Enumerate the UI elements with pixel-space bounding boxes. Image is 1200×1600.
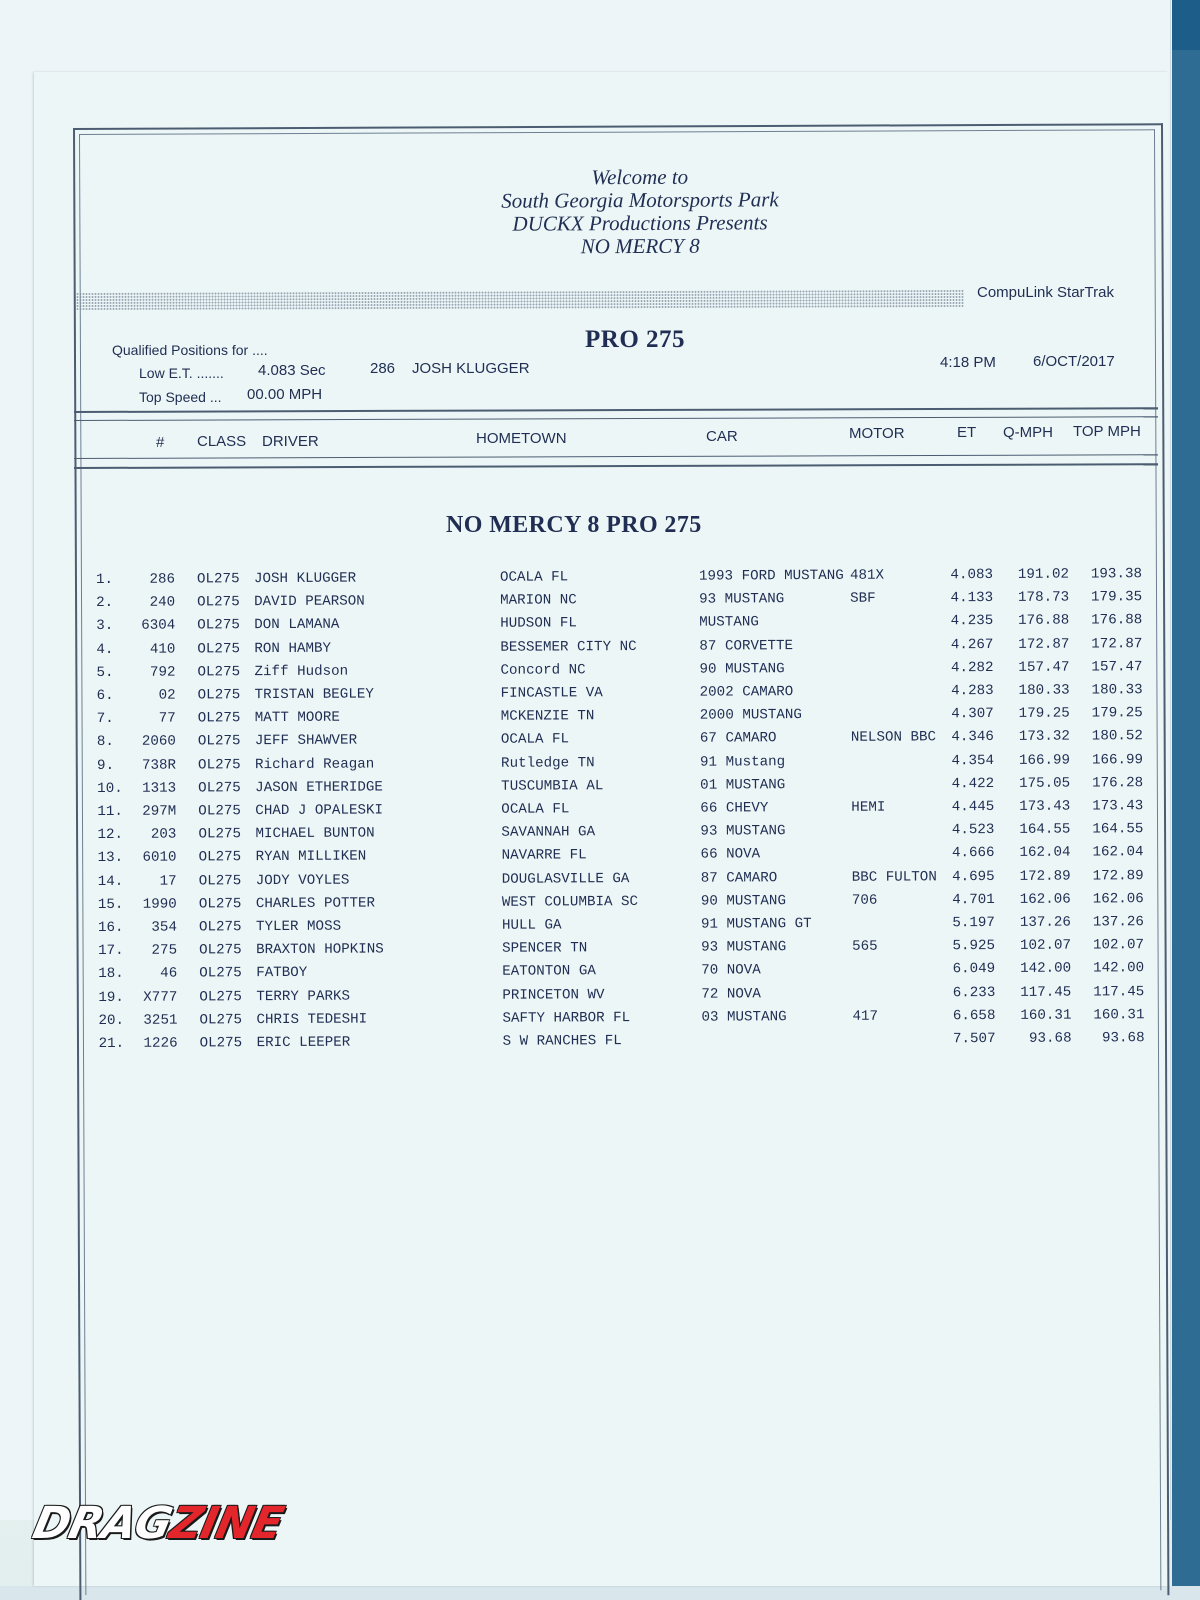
cell-top-mph: 180.52 [1091,728,1143,745]
cell-position: 16. [97,919,124,937]
cell-q-mph: 191.02 [1017,566,1070,583]
cell-position: 8. [96,734,114,751]
cell-et: 4.307 [951,706,994,723]
cell-top-mph: 162.06 [1092,890,1144,908]
cell-top-mph: 180.33 [1091,682,1143,699]
cell-position: 3. [96,618,114,635]
cell-position: 12. [97,827,124,844]
cell-car: 2000 MUSTANG [699,707,802,724]
cell-car: 87 CAMARO [700,869,778,887]
cell-driver: RYAN MILLIKEN [255,848,367,866]
cell-top-mph: 93.68 [1101,1030,1145,1047]
col-num: # [156,434,165,451]
cell-driver: Richard Reagan [254,756,375,773]
cell-position: 17. [98,943,124,960]
cell-driver: BRAXTON HOPKINS [256,941,384,959]
cell-motor: 417 [852,1008,879,1025]
cell-car-number: 77 [158,710,176,727]
cell-top-mph: 160.31 [1093,1006,1145,1024]
cell-et: 4.267 [950,636,994,653]
cell-car: 91 MUSTANG GT [700,916,812,933]
cell-et: 5.197 [952,915,995,932]
cell-position: 10. [97,780,123,797]
col-qmph: Q-MPH [1003,424,1053,441]
cell-position: 7. [96,711,114,728]
cell-position: 6. [96,687,114,705]
cell-car-number: 275 [151,942,178,959]
cell-car-number: 1226 [143,1035,178,1052]
cell-driver: CHAD J OPALESKI [255,802,384,820]
cell-car: 93 MUSTANG [699,591,785,608]
cell-q-mph: 164.55 [1019,821,1071,839]
cell-car: 2002 CAMARO [699,684,794,701]
cell-driver: JASON ETHERIDGE [255,779,383,796]
cell-top-mph: 193.38 [1090,566,1143,583]
cell-driver: ERIC LEEPER [256,1034,351,1052]
cell-class: OL275 [198,919,242,936]
cell-et: 4.283 [951,683,994,700]
cell-et: 4.422 [951,775,995,793]
cell-car: 87 CORVETTE [699,637,794,655]
cell-class: OL275 [198,803,241,820]
cell-class: OL275 [197,640,241,658]
cell-q-mph: 179.25 [1018,705,1070,723]
cell-top-mph: 176.28 [1092,774,1144,792]
cell-hometown: HUDSON FL [500,615,577,633]
cell-top-mph: 157.47 [1091,658,1143,676]
cell-q-mph: 160.31 [1020,1007,1072,1024]
cell-car: 93 MUSTANG [700,823,786,840]
cell-hometown: EATONTON GA [502,963,596,981]
cell-et: 4.523 [951,822,995,839]
cell-position: 9. [96,757,115,774]
cell-q-mph: 157.47 [1018,659,1070,676]
cell-class: OL275 [198,896,242,913]
cell-driver: Ziff Hudson [254,663,349,680]
cell-class: OL275 [196,571,240,588]
cell-et: 4.083 [950,567,994,584]
timing-system-label: CompuLink StarTrak [977,284,1114,301]
cell-class: OL275 [199,942,242,959]
cell-car-number: 240 [149,594,176,611]
cell-q-mph: 173.43 [1019,798,1071,815]
cell-class: OL275 [199,965,242,982]
cell-et: 4.445 [951,799,995,816]
cell-q-mph: 93.68 [1028,1030,1072,1047]
promoter-line: DUCKX Productions Presents [512,210,768,236]
col-et: ET [957,424,977,441]
cell-et: 4.346 [951,729,994,746]
cell-car: 03 MUSTANG [701,1008,787,1026]
cell-q-mph: 117.45 [1020,984,1072,1001]
top-speed-label: Top Speed ... [139,389,222,405]
cell-top-mph: 172.87 [1091,635,1143,653]
cell-motor: 565 [852,938,878,955]
cell-et: 4.701 [952,891,995,909]
results-title: NO MERCY 8 PRO 275 [446,512,702,538]
cell-car-number: 2060 [141,733,176,751]
cell-hometown: OCALA FL [501,801,570,818]
cell-hometown: DOUGLASVILLE GA [501,870,630,888]
cell-top-mph: 117.45 [1093,983,1145,1001]
cell-car-number: 1313 [142,780,177,797]
cell-position: 2. [96,595,114,612]
cell-car: 91 Mustang [699,753,786,771]
cell-class: OL275 [199,1035,243,1052]
cell-car: 72 NOVA [701,985,761,1003]
cell-driver: JODY VOYLES [255,872,350,889]
cell-car: 66 NOVA [700,846,761,864]
cell-top-mph: 102.07 [1092,937,1145,954]
cell-et: 4.666 [951,845,995,862]
cell-class: OL275 [198,872,242,890]
cell-car-number: 286 [149,571,176,588]
cell-class: OL275 [197,617,240,634]
cell-class: OL275 [199,1012,243,1029]
cell-et: 5.925 [952,938,996,955]
cell-car: 93 MUSTANG [701,939,787,956]
cell-top-mph: 179.35 [1090,589,1143,606]
cell-car-number: 6304 [141,617,176,635]
cell-hometown: HULL GA [501,917,562,934]
cell-class: OL275 [199,988,242,1006]
class-title: PRO 275 [585,326,686,353]
cell-car: 1993 FORD MUSTANG [698,567,844,585]
cell-hometown: WEST COLUMBIA SC [501,893,639,911]
cell-position: 11. [97,803,123,821]
welcome-line: Welcome to [591,164,689,190]
track-name: South Georgia Motorsports Park [501,187,779,213]
cell-q-mph: 175.05 [1019,775,1071,792]
print-date: 6/OCT/2017 [1033,353,1115,370]
cell-top-mph: 176.88 [1091,612,1143,629]
cell-top-mph: 172.89 [1092,867,1144,885]
cell-position: 4. [96,641,114,658]
cell-car-number: 203 [150,826,177,843]
cell-position: 1. [95,571,114,589]
cell-et: 7.507 [952,1031,996,1048]
cell-q-mph: 172.89 [1019,868,1071,885]
cell-et: 6.049 [952,961,996,978]
cell-position: 15. [97,896,124,913]
cell-driver: TERRY PARKS [256,988,351,1005]
cell-hometown: SAVANNAH GA [501,824,596,841]
cell-motor: BBC FULTON [851,868,937,886]
cell-motor: HEMI [851,799,886,816]
cell-et: 4.282 [950,659,994,677]
cell-motor: NELSON BBC [850,729,937,747]
cell-class: OL275 [198,826,242,843]
cell-class: OL275 [198,780,241,797]
cell-class: OL275 [197,733,241,750]
cell-hometown: Rutledge TN [500,754,595,772]
cell-hometown: FINCASTLE VA [500,685,603,702]
cell-et: 4.235 [950,613,994,630]
cell-hometown: PRINCETON WV [502,986,605,1004]
cell-motor: SBF [850,590,876,607]
cell-q-mph: 162.04 [1019,844,1071,862]
cell-driver: CHARLES POTTER [255,895,376,912]
cell-driver: TYLER MOSS [255,918,342,936]
cell-car-number: 02 [158,687,176,704]
cell-driver: DAVID PEARSON [254,593,365,611]
col-class: CLASS [197,433,247,450]
cell-position: 14. [97,873,124,890]
cell-hometown: TUSCUMBIA AL [501,777,604,795]
qualified-label: Qualified Positions for .... [112,342,268,358]
col-motor: MOTOR [849,425,905,442]
cell-top-mph: 179.25 [1091,705,1143,722]
cell-class: OL275 [197,687,241,704]
cell-driver: RON HAMBY [254,640,332,657]
watermark-drag: DRAG [28,1498,176,1549]
cell-position: 5. [96,664,114,681]
cell-top-mph: 162.04 [1092,844,1144,861]
cell-q-mph: 178.73 [1017,589,1070,607]
cell-q-mph: 172.87 [1018,636,1070,653]
cell-et: 6.658 [952,1007,996,1025]
cell-top-mph: 142.00 [1093,960,1145,977]
dragzine-watermark [29,1498,288,1549]
cell-et: 6.233 [952,984,996,1001]
cell-class: OL275 [198,849,242,866]
cell-motor: 706 [851,892,878,909]
cell-q-mph: 173.32 [1018,728,1070,746]
cell-car: 01 MUSTANG [700,776,786,794]
cell-hometown: OCALA FL [500,731,570,749]
low-et-driver: JOSH KLUGGER [412,360,530,377]
event-name: NO MERCY 8 [580,233,700,259]
cell-car-number: 3251 [143,1012,178,1029]
low-et-car-number: 286 [370,360,396,377]
cell-et: 4.695 [952,868,995,885]
watermark-zine: ZINE [165,1498,288,1549]
cell-driver: FATBOY [256,965,308,982]
cell-car-number: X777 [143,989,178,1006]
cell-driver: JEFF SHAWVER [254,732,358,750]
cell-hometown: Concord NC [500,662,586,679]
cell-car-number: 1990 [142,896,177,913]
low-et-label: Low E.T. ....... [139,365,224,381]
cell-hometown: SPENCER TN [502,940,588,957]
cell-position: 18. [98,966,124,983]
cell-hometown: MCKENZIE TN [500,708,595,725]
cell-q-mph: 180.33 [1018,682,1070,699]
cell-q-mph: 137.26 [1019,914,1071,931]
cell-motor: 481X [849,567,885,584]
cell-car-number: 6010 [142,849,177,867]
cell-driver: TRISTAN BEGLEY [254,686,374,704]
print-time: 4:18 PM [940,354,996,371]
cell-position: 21. [98,1035,125,1053]
cell-car-number: 792 [149,664,176,681]
cell-driver: DON LAMANA [254,617,340,634]
cell-q-mph: 166.99 [1018,752,1071,769]
cell-car-number: 354 [151,919,177,936]
cell-class: OL275 [197,664,241,681]
cell-top-mph: 166.99 [1091,751,1144,769]
cell-car-number: 410 [149,641,176,658]
cell-car-number: 297M [142,803,177,820]
cell-top-mph: 173.43 [1092,798,1144,815]
col-driver: DRIVER [262,433,319,450]
cell-position: 20. [98,1012,125,1029]
cell-q-mph: 162.06 [1019,891,1071,908]
cell-hometown: BESSEMER CITY NC [500,638,637,656]
cell-q-mph: 102.07 [1019,937,1072,955]
cell-car: 70 NOVA [701,962,761,980]
cell-position: 19. [98,989,124,1006]
cell-class: OL275 [197,710,241,727]
col-car: CAR [706,428,738,445]
low-et-value: 4.083 Sec [258,362,326,379]
cell-hometown: OCALA FL [499,569,569,586]
cell-car: MUSTANG [699,614,759,632]
cell-position: 13. [97,850,124,867]
cell-et: 4.133 [950,590,994,607]
cell-q-mph: 142.00 [1020,960,1072,978]
cell-car: 66 CHEVY [700,800,769,817]
cell-hometown: SAFTY HARBOR FL [502,1009,631,1027]
cell-driver: CHRIS TEDESHI [256,1011,368,1028]
cell-class: OL275 [197,594,240,611]
col-hometown: HOMETOWN [476,430,567,447]
cell-hometown: MARION NC [500,592,577,609]
cell-class: OL275 [197,756,241,774]
cell-car: 67 CAMARO [699,730,777,748]
cell-et: 4.354 [951,752,995,769]
cell-driver: JOSH KLUGGER [253,570,357,588]
cell-hometown: S W RANCHES FL [502,1033,622,1050]
cell-car: 90 MUSTANG [699,660,785,678]
col-topmph: TOP MPH [1073,423,1141,440]
cell-top-mph: 137.26 [1092,914,1144,931]
cell-top-mph: 164.55 [1092,821,1144,838]
cell-q-mph: 176.88 [1018,612,1070,630]
cell-car-number: 738R [141,757,177,774]
cell-driver: MICHAEL BUNTON [255,825,375,843]
cell-hometown: NAVARRE FL [501,847,587,865]
cell-car: 90 MUSTANG [700,892,786,910]
top-speed-value: 00.00 MPH [247,386,323,403]
cell-car-number: 46 [160,965,178,983]
cell-car-number: 17 [159,873,177,890]
cell-driver: MATT MOORE [254,709,340,727]
